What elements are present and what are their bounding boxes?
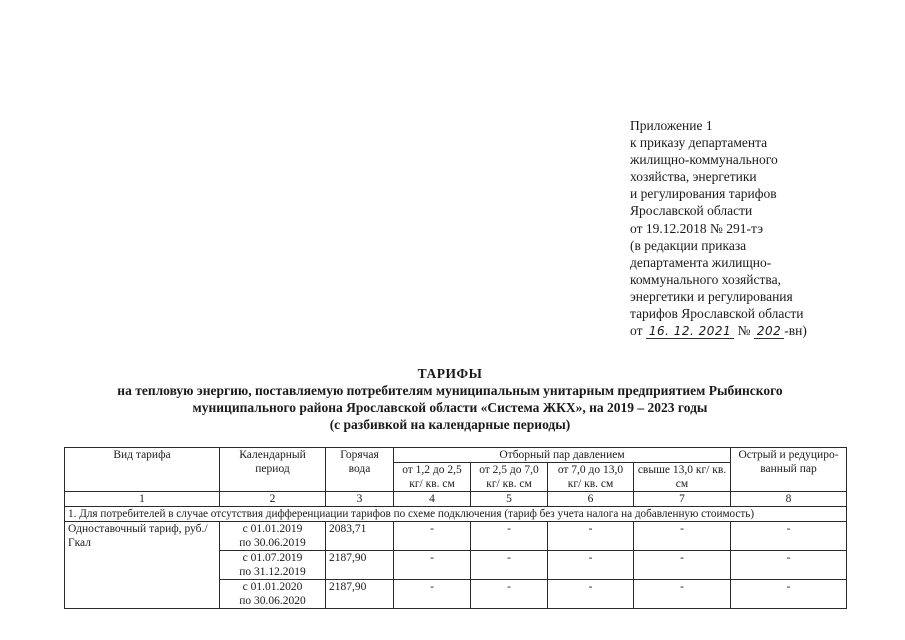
appendix-line: к приказу департамента: [630, 135, 768, 151]
steam-2-value: -: [471, 551, 548, 580]
period-cell: [220, 551, 326, 580]
column-number: 3: [326, 492, 394, 507]
column-number: 1: [65, 492, 220, 507]
column-number: 8: [731, 492, 847, 507]
appendix-line: жилищно-коммунального: [630, 152, 778, 168]
appendix-line: коммунального хозяйства,: [630, 271, 781, 287]
title-line-1: на тепловую энергию, поставляемую потребителям муниципальным унитарным предприятием Рыбинского: [117, 383, 783, 398]
period-to: по 30.06.2019: [239, 537, 306, 549]
sharp-steam-value: -: [731, 580, 847, 609]
handwritten-date: 16. 12. 2021: [646, 324, 734, 339]
period-cell: [220, 522, 326, 551]
hot-water-value: 2187,90: [326, 580, 394, 609]
period-to: по 30.06.2020: [239, 595, 306, 607]
section-row: [65, 507, 847, 522]
header-period: Календарный период: [220, 448, 326, 492]
header-steam-1: от 1,2 до 2,5 кг/ кв. см: [394, 463, 471, 492]
appendix-line: и регулирования тарифов: [630, 186, 777, 202]
header-steam-2: от 2,5 до 7,0 кг/ кв. см: [471, 463, 548, 492]
appendix-number-suffix: -вн): [784, 323, 807, 339]
handwritten-number: 202: [754, 324, 784, 339]
column-number: 2: [220, 492, 326, 507]
tariff-table: [64, 447, 847, 609]
table-row: [65, 522, 847, 551]
header-steam-3: от 7,0 до 13,0 кг/ кв. см: [548, 463, 634, 492]
title-line-2: муниципального района Ярославской области «Система ЖКХ», на 2019 – 2023 годы: [192, 400, 708, 415]
appendix-line: департамента жилищно-: [630, 254, 772, 270]
column-number: 5: [471, 492, 548, 507]
steam-2-value: -: [471, 522, 548, 551]
appendix-number-sign: №: [737, 323, 751, 339]
steam-4-value: -: [634, 551, 731, 580]
period-from: с 01.01.2020: [242, 581, 303, 593]
appendix-date-prefix: от: [630, 323, 643, 339]
appendix-header: [630, 117, 890, 340]
steam-2-value: -: [471, 580, 548, 609]
steam-4-value: -: [634, 522, 731, 551]
period-from: с 01.01.2019: [242, 523, 303, 535]
section-heading: 1. Для потребителей в случае отсутствия дифференциации тарифов по схеме подключения (тариф без учета налога на добавленную стоимость): [65, 507, 847, 522]
header-steam-4: свыше 13,0 кг/ кв. см: [634, 463, 731, 492]
appendix-line: энергетики и регулирования: [630, 288, 793, 304]
steam-1-value: -: [394, 580, 471, 609]
appendix-line: Ярославской области: [630, 203, 753, 219]
period-to: по 31.12.2019: [239, 566, 306, 578]
header-row: [65, 448, 847, 463]
steam-4-value: -: [634, 580, 731, 609]
title-main: ТАРИФЫ: [417, 366, 483, 381]
appendix-line: тарифов Ярославской области: [630, 306, 804, 322]
tariff-label: Одноставочный тариф, руб./Гкал: [65, 522, 220, 609]
steam-1-value: -: [394, 522, 471, 551]
title-line-3: (с разбивкой на календарные периоды): [329, 417, 571, 432]
document-title: [40, 365, 860, 433]
header-tariff-type: Вид тарифа: [65, 448, 220, 492]
appendix-line: хозяйства, энергетики: [630, 169, 757, 185]
header-hot-water: Горячая вода: [326, 448, 394, 492]
hot-water-value: 2083,71: [326, 522, 394, 551]
sharp-steam-value: -: [731, 551, 847, 580]
appendix-line: от 19.12.2018 № 291-тэ: [630, 220, 764, 236]
appendix-line: (в редакции приказа: [630, 237, 747, 253]
steam-3-value: -: [548, 522, 634, 551]
period-cell: [220, 580, 326, 609]
header-steam-group: Отборный пар давлением: [394, 448, 731, 463]
column-number: 7: [634, 492, 731, 507]
column-number-row: [65, 492, 847, 507]
column-number: 4: [394, 492, 471, 507]
sharp-steam-value: -: [731, 522, 847, 551]
steam-1-value: -: [394, 551, 471, 580]
column-number: 6: [548, 492, 634, 507]
steam-3-value: -: [548, 580, 634, 609]
appendix-last-line: [630, 322, 890, 340]
steam-3-value: -: [548, 551, 634, 580]
header-sharp-steam: Острый и редуциро-ванный пар: [731, 448, 847, 492]
appendix-line: Приложение 1: [630, 118, 713, 133]
hot-water-value: 2187,90: [326, 551, 394, 580]
period-from: с 01.07.2019: [242, 552, 303, 564]
